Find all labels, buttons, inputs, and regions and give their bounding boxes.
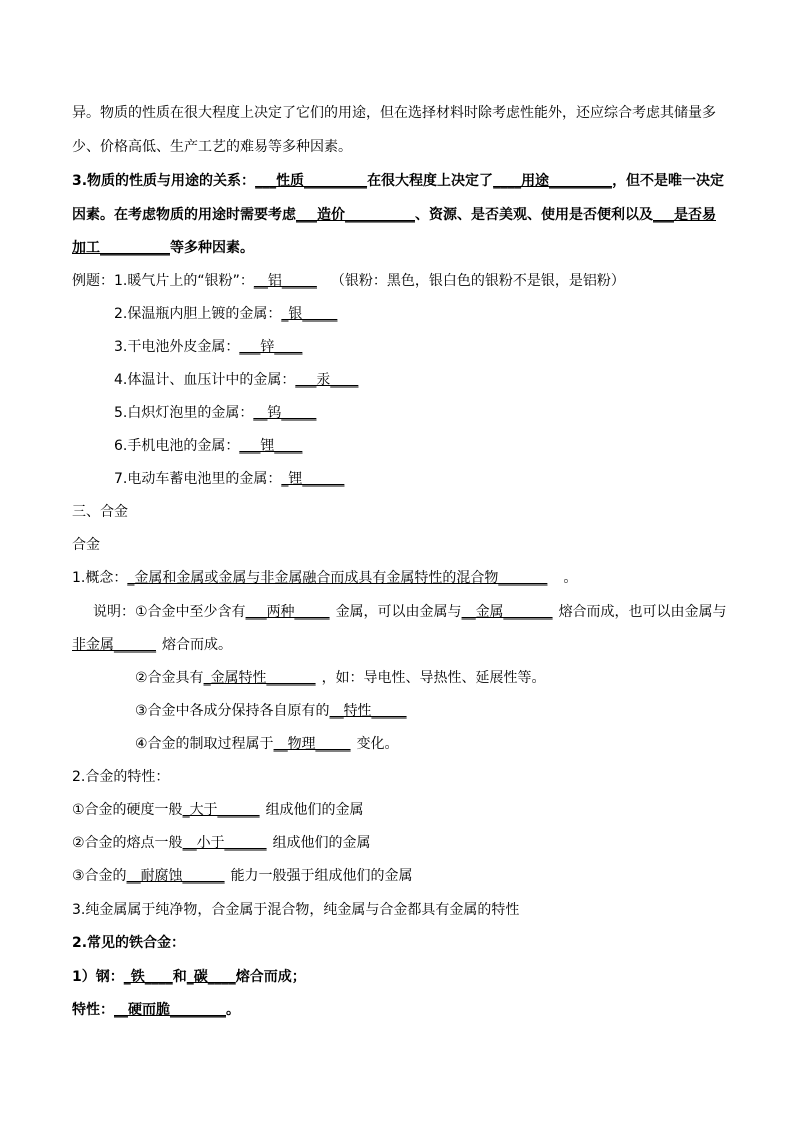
property-text: 组成他们的金属 [272,835,371,851]
answer-blank: ___锌____ [239,339,303,355]
note-text: ②合金具有 [135,670,204,686]
steel-text: 特性： [72,1002,114,1018]
concept-end: 。 [563,570,578,586]
example-line [114,436,302,456]
paragraph-text: 异。物质的性质在很大程度上决定了它们的用途，但在选择材料时除考虑性能外，还应综合考虑其储量多 [72,105,716,121]
sub-heading [72,535,100,555]
answer-blank: __钨_____ [253,405,317,421]
note-line [135,701,407,721]
iron-alloy-heading [72,933,185,953]
answer-blank: _铁____ [123,969,173,985]
example-text: 2.保温瓶内胆上镀的金属： [114,306,282,322]
section3-text: 、资源、是否美观、使用是否便利以及 [415,207,653,223]
example-line [114,304,337,324]
example-text: 7.电动车蓄电池里的金属： [114,471,282,487]
note-text: ，如：导电性、导热性、延展性等。 [321,670,546,686]
heading-text: 2.合金的特性： [72,769,170,785]
paragraph-line [72,103,716,123]
example-note: （银粉：黑色，银白色的银粉不是银，是铝粉） [330,273,625,289]
props-heading [72,767,169,787]
property-text: 能力一般强于组成他们的金属 [230,868,413,884]
section3-label: 3.物质的性质与用途的关系： [72,173,256,189]
property-text: 3.纯金属属于纯净物，合金属于混合物，纯金属与合金都具有金属的特性 [72,902,520,918]
note-text: 金属，可以由金属与 [335,604,462,620]
property-text: 组成他们的金属 [265,802,364,818]
property-line [72,833,371,853]
paragraph-text: 少、价格高低、生产工艺的难易等多种因素。 [72,139,352,155]
example-line [72,271,625,291]
answer-blank: __金属_______ [461,604,553,620]
section-heading [72,502,128,522]
answer-blank: _金属和金属或金属与非金属融合而成具有金属特性的混合物_______ [127,570,548,586]
section3-line2 [72,205,716,225]
answer-blank: 加工__________ [72,240,170,256]
paragraph-line [72,137,352,157]
section3-line3 [72,238,254,258]
heading-text: 三、合金 [72,504,128,520]
example-line [114,337,302,357]
note-text: ④合金的制取过程属于 [135,736,274,752]
steel-text: 和 [172,969,187,985]
steel-text: 1）钢： [72,969,124,985]
answer-blank: ___是否易 [653,207,716,223]
answer-blank: __小于______ [182,835,267,851]
answer-blank: ___两种_____ [245,604,330,620]
property-line [72,800,364,820]
heading-text: 合金 [72,537,100,553]
example-line [114,403,316,423]
example-text: 6.手机电池的金属： [114,438,240,454]
answer-blank: ___造价__________ [296,207,415,223]
example-text: 3.干电池外皮金属： [114,339,240,355]
section3-text: 因素。在考虑物质的用途时需要考虑 [72,207,296,223]
answer-blank: _锂______ [281,471,345,487]
note-text: 熔合而成，也可以由金属与 [558,604,727,620]
section3-text: ，但不是唯一决定 [612,173,725,189]
answer-blank: ___性质_________ [255,173,368,189]
example-line [114,469,344,489]
property-text: ①合金的硬度一般 [72,802,183,818]
note-text: 熔合而成。 [162,637,232,653]
answer-blank: __硬而脆________ [114,1002,226,1018]
concept-line [72,568,577,588]
note-line [93,602,727,622]
note-line [135,734,399,754]
answer-blank: __铝_____ [253,273,317,289]
example-text: 例题：1.暖气片上的“银粉”： [72,273,254,289]
answer-blank: _碳____ [186,969,236,985]
answer-blank: __特性_____ [329,703,407,719]
section3-text: 等多种因素。 [170,240,254,256]
answer-blank: __耐腐蚀______ [126,868,225,884]
example-text: 5.白炽灯泡里的金属： [114,405,254,421]
note-line [72,635,232,655]
answer-blank: ____用途_________ [493,173,613,189]
steel-text: 熔合而成； [235,969,306,985]
answer-blank: 非金属______ [72,637,156,653]
property-line [72,900,519,920]
section3-line1 [72,171,724,191]
note-text: ③合金中各成分保持各自原有的 [135,703,330,719]
answer-blank: _银_____ [281,306,338,322]
answer-blank: _大于______ [182,802,260,818]
property-line [72,866,413,886]
steel-line [72,967,306,987]
example-text: 4.体温计、血压计中的金属： [114,372,296,388]
example-line [114,370,358,390]
answer-blank: __物理_____ [273,736,351,752]
note-text: 变化。 [356,736,399,752]
steel-property-line [72,1000,240,1020]
answer-blank: ___锂____ [239,438,303,454]
answer-blank: ___汞____ [295,372,359,388]
property-text: ②合金的熔点一般 [72,835,183,851]
heading-text: 2.常见的铁合金： [72,935,186,951]
steel-text: 。 [226,1002,240,1018]
concept-label: 1.概念： [72,570,128,586]
answer-blank: _金属特性_______ [203,670,316,686]
section3-text: 在很大程度上决定了 [367,173,494,189]
property-text: ③合金的 [72,868,127,884]
note-text: 说明：①合金中至少含有 [93,604,246,620]
note-line [135,668,546,688]
